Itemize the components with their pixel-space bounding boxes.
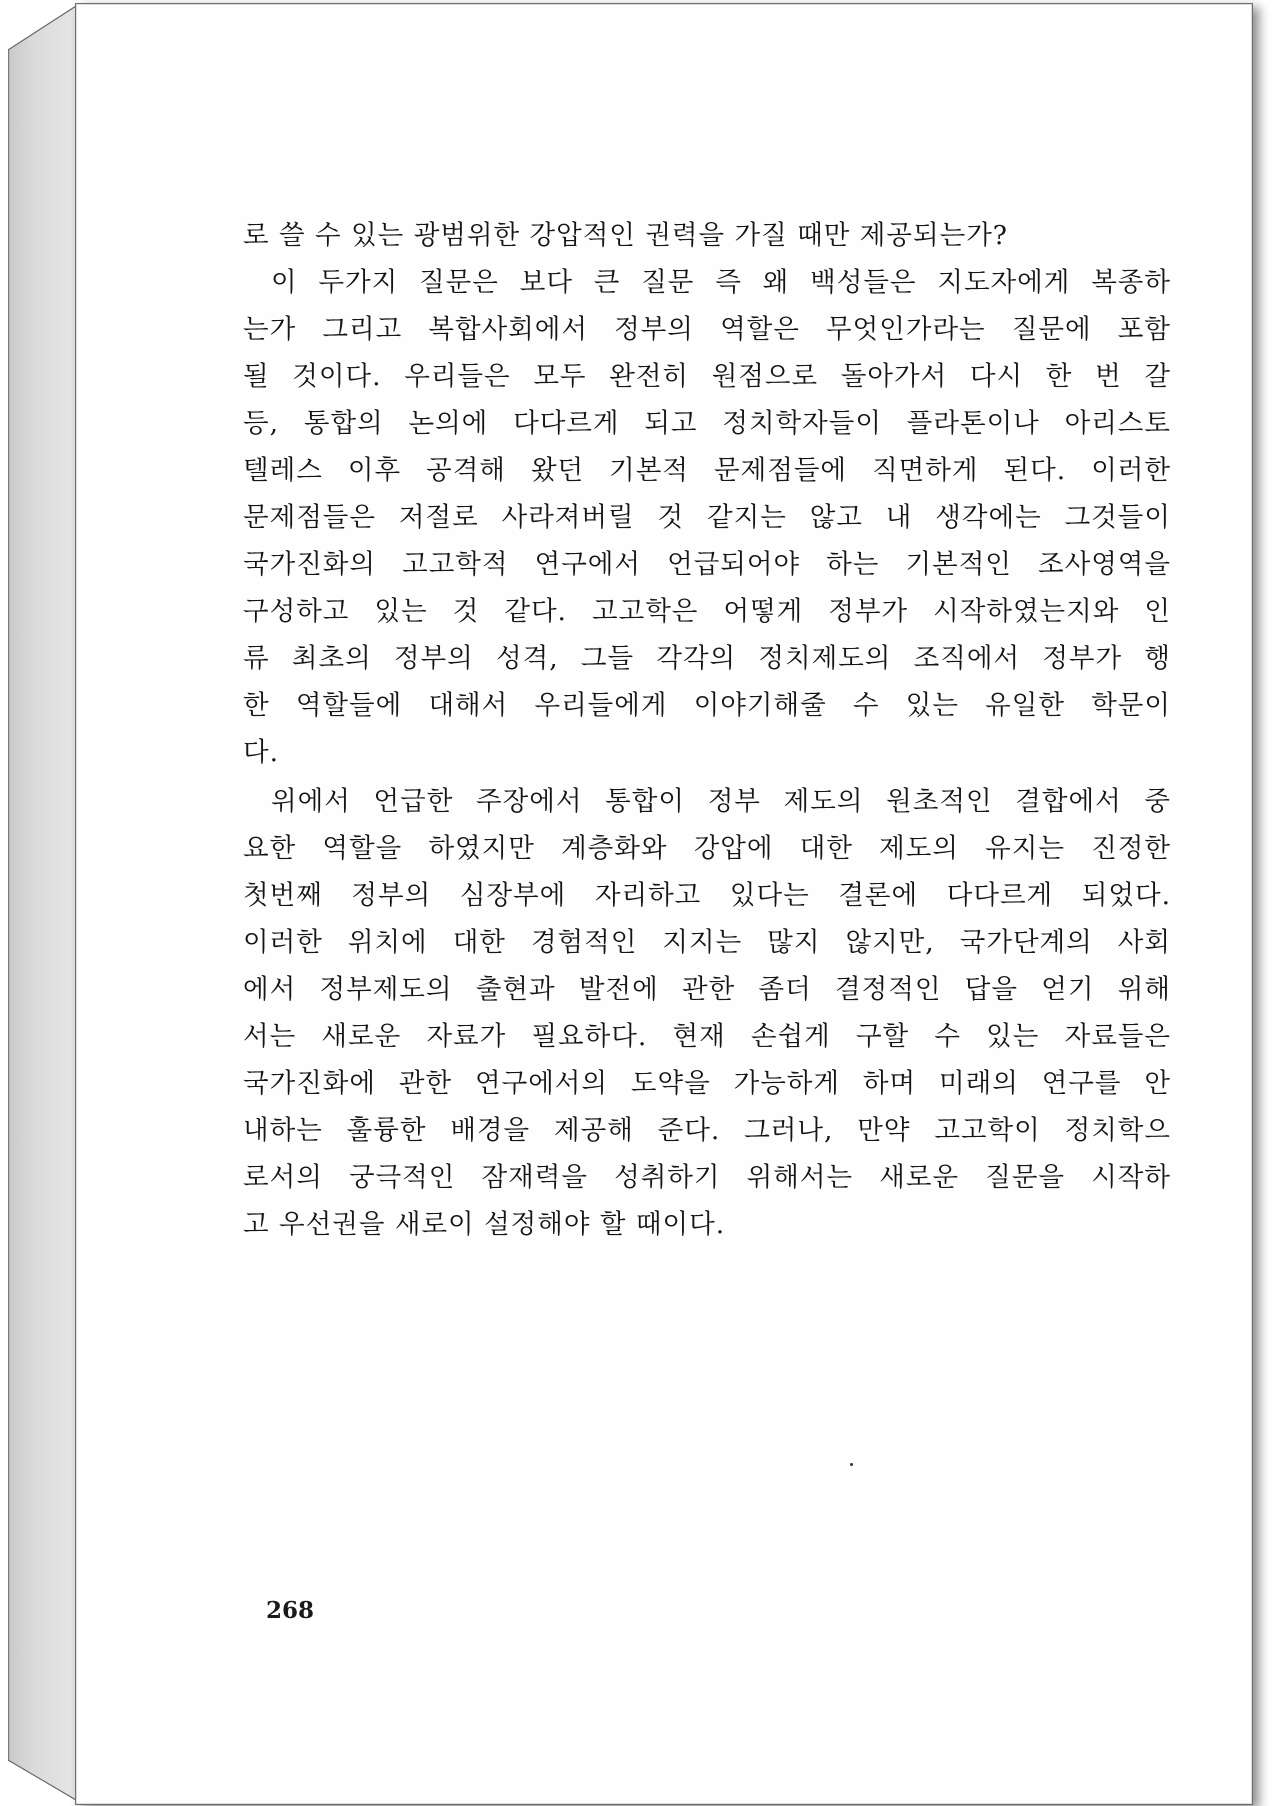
text-line: 에서 정부제도의 출현과 발전에 관한 좀더 결정적인 답을 얻기 위해 [243,974,1171,1005]
print-speck [850,1463,853,1466]
text-line: 텔레스 이후 공격해 왔던 기본적 문제점들에 직면하게 된다. 이러한 [243,455,1171,486]
text-line: 한 역할들에 대해서 우리들에게 이야기해줄 수 있는 유일한 학문이 [243,690,1171,721]
text-line: 서는 새로운 자료가 필요하다. 현재 손쉽게 구할 수 있는 자료들은 [243,1021,1171,1052]
text-line: 요한 역할을 하였지만 계층화와 강압에 대한 제도의 유지는 진정한 [243,833,1171,864]
text-line: 이 두가지 질문은 보다 큰 질문 즉 왜 백성들은 지도자에게 복종하 [271,267,1171,298]
text-line: 첫번째 정부의 심장부에 자리하고 있다는 결론에 다다르게 되었다. [243,880,1171,911]
text-line: 구성하고 있는 것 같다. 고고학은 어떻게 정부가 시작하였는지와 인 [243,596,1171,627]
text-line: 류 최초의 정부의 성격, 그들 각각의 정치제도의 조직에서 정부가 행 [243,643,1171,674]
text-line: 로서의 궁극적인 잠재력을 성취하기 위해서는 새로운 질문을 시작하 [243,1162,1171,1193]
text-line: 등, 통합의 논의에 다다르게 되고 정치학자들이 플라톤이나 아리스토 [243,408,1171,439]
text-line: 다. [243,737,280,768]
text-line: 이러한 위치에 대한 경험적인 지지는 많지 않지만, 국가단계의 사회 [243,927,1171,958]
book-page [75,3,1253,1805]
text-line: 문제점들은 저절로 사라져버릴 것 같지는 않고 내 생각에는 그것들이 [243,502,1171,533]
text-line: 로 쓸 수 있는 광범위한 강압적인 권력을 가질 때만 제공되는가? [243,220,1008,251]
text-line: 될 것이다. 우리들은 모두 완전히 원점으로 돌아가서 다시 한 번 갈 [243,361,1171,392]
text-line: 고 우선권을 새로이 설정해야 할 때이다. [243,1209,726,1240]
text-line: 위에서 언급한 주장에서 통합이 정부 제도의 원초적인 결합에서 중 [271,786,1171,817]
page-number: 268 [266,1597,315,1624]
text-line: 내하는 훌륭한 배경을 제공해 준다. 그러나, 만약 고고학이 정치학으 [243,1115,1171,1146]
text-line: 국가진화의 고고학적 연구에서 언급되어야 하는 기본적인 조사영역을 [243,549,1171,580]
text-line: 는가 그리고 복합사회에서 정부의 역할은 무엇인가라는 질문에 포함 [243,314,1171,345]
text-line: 국가진화에 관한 연구에서의 도약을 가능하게 하며 미래의 연구를 안 [243,1068,1171,1099]
book-spine [8,6,77,1800]
